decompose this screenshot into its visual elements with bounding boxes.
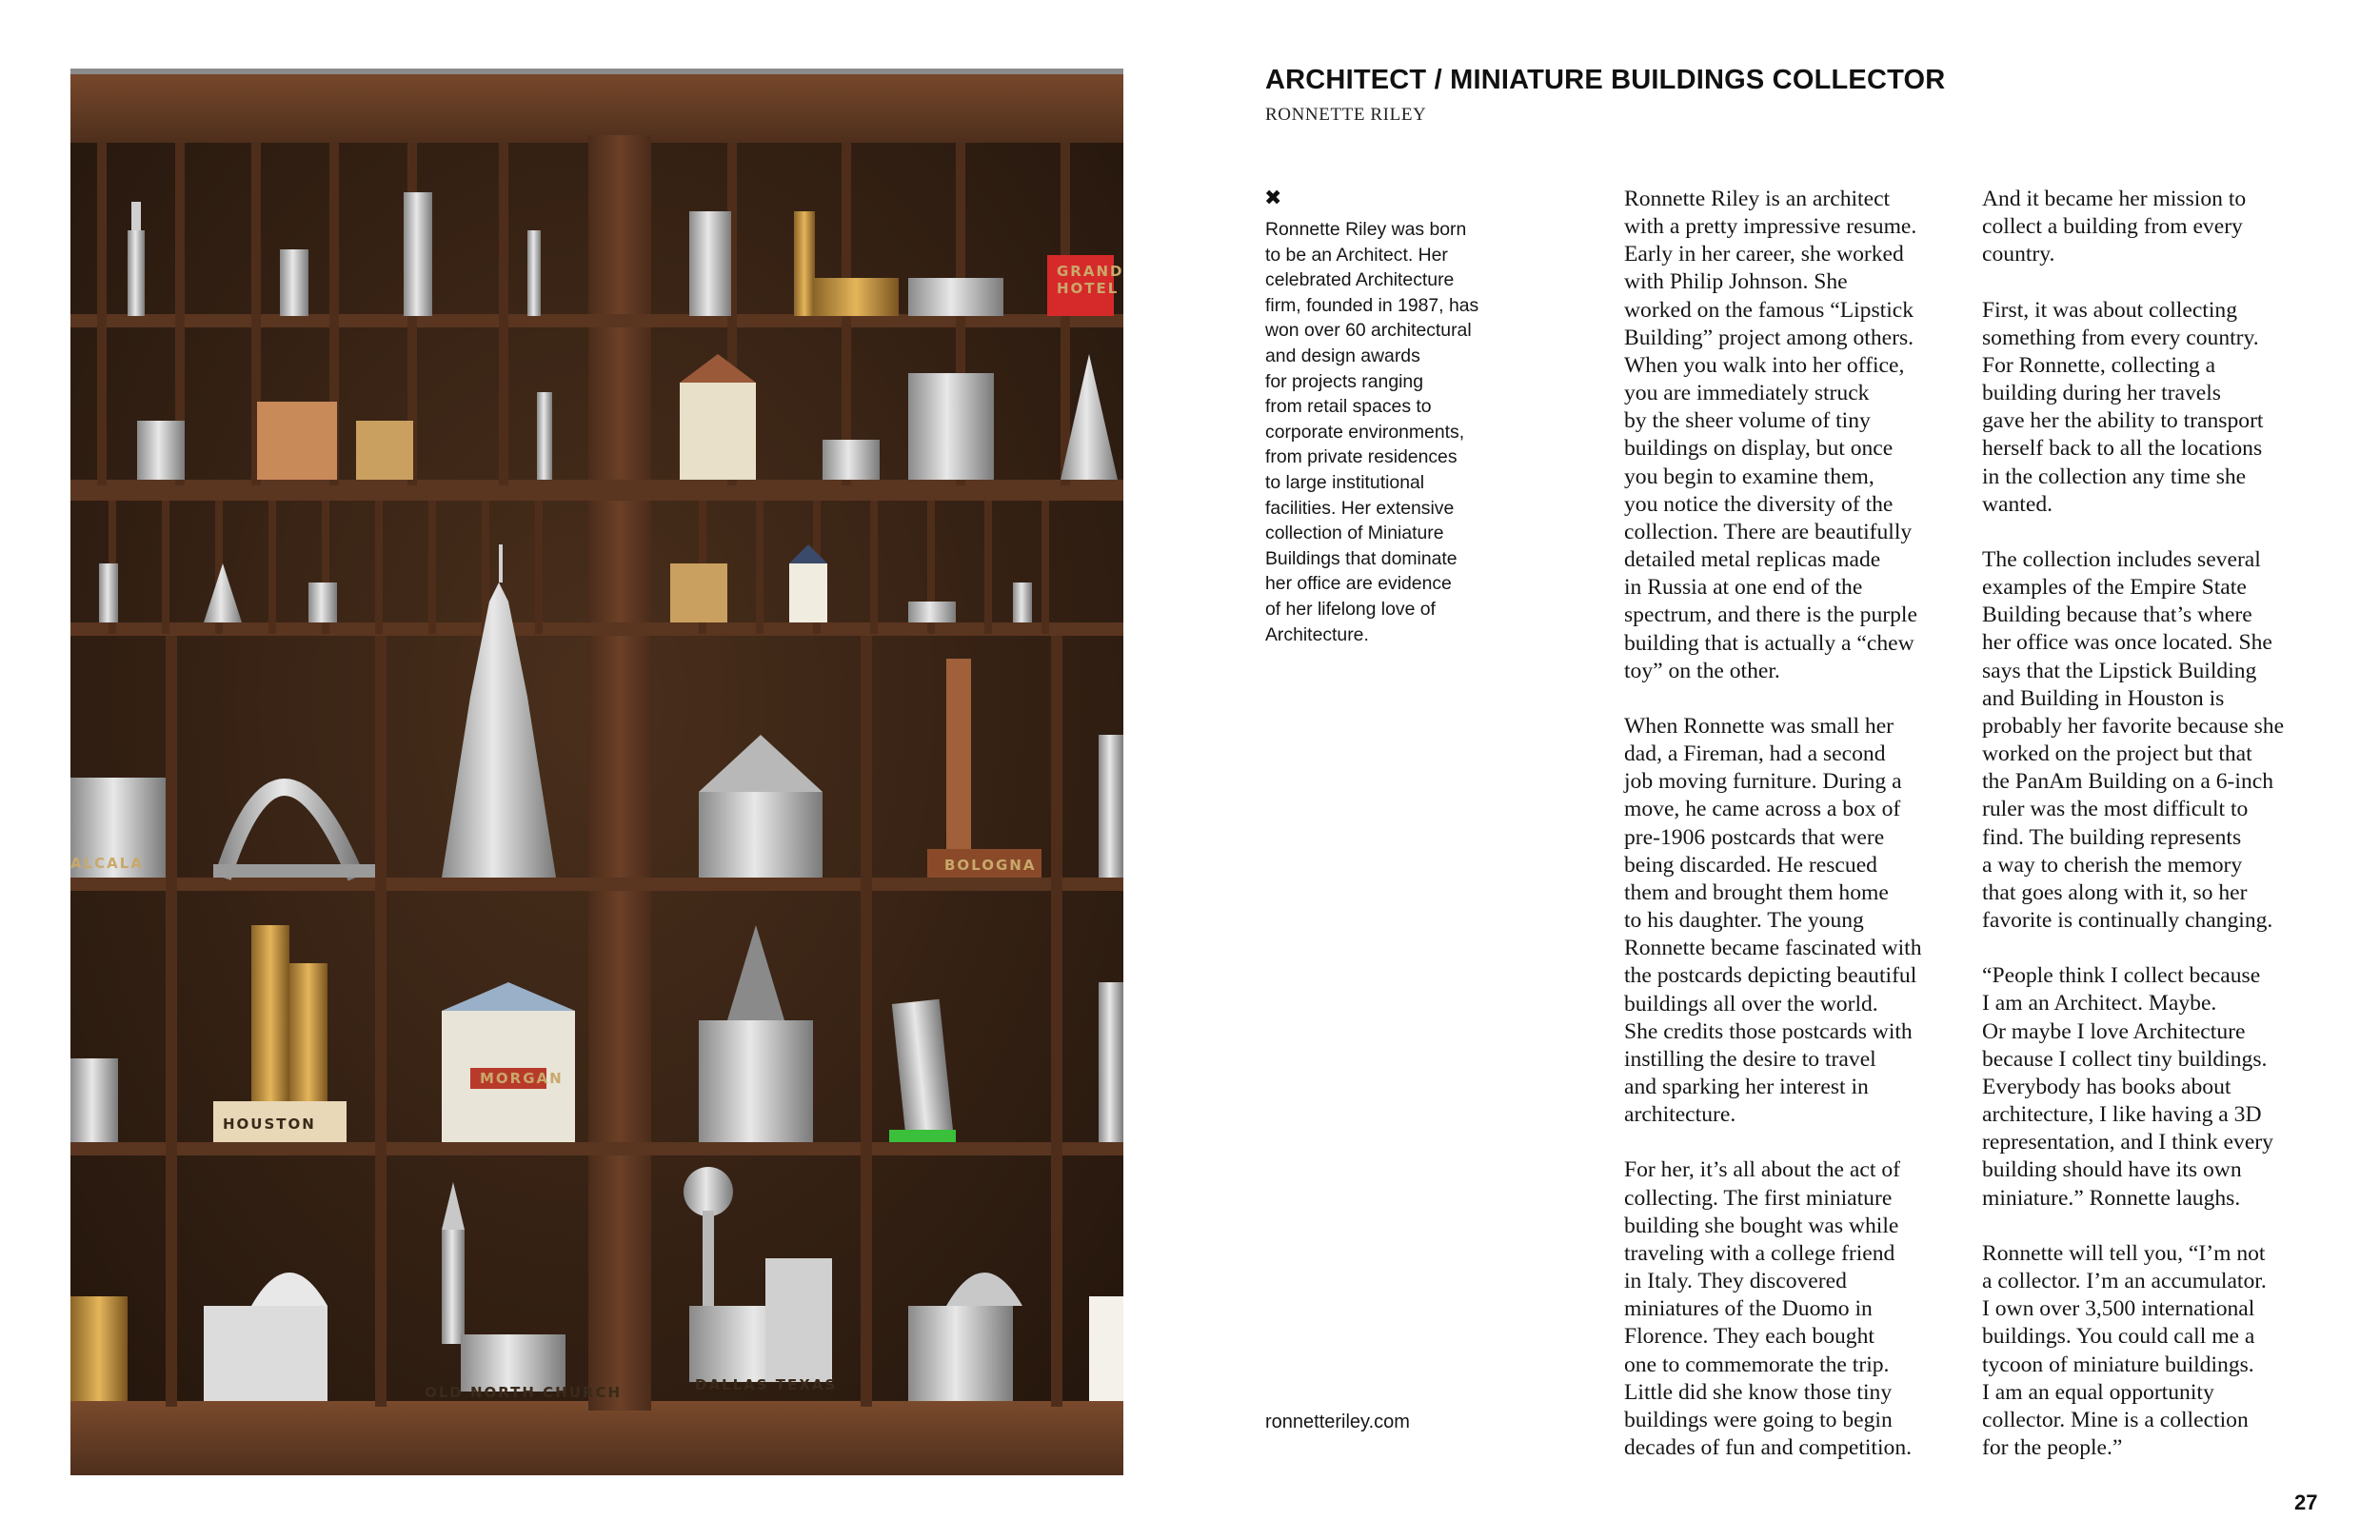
body-line: says that the Lipstick Building xyxy=(1982,658,2257,683)
body-line: representation, and I think every xyxy=(1982,1130,2273,1155)
body-line: that goes along with it, so her xyxy=(1982,879,2248,905)
collection-photo xyxy=(70,69,1123,1475)
body-line: move, he came across a box of xyxy=(1624,797,1901,822)
body-line: Early in her career, she worked xyxy=(1624,242,1904,267)
body-line: her office was once located. She xyxy=(1982,630,2272,656)
body-line: tycoon of miniature buildings. xyxy=(1982,1352,2254,1377)
body-line: miniatures of the Duomo in xyxy=(1624,1296,1873,1322)
body-line: spectrum, and there is the purple xyxy=(1624,602,1917,628)
sidebar-line: facilities. Her extensive xyxy=(1265,497,1455,519)
body-line: buildings all over the world. xyxy=(1624,991,1878,1017)
body-line: collect a building from every xyxy=(1982,214,2243,240)
body-line: buildings were going to begin xyxy=(1624,1407,1893,1432)
sidebar-line: corporate environments, xyxy=(1265,421,1465,443)
body-line: detailed metal replicas made xyxy=(1624,547,1881,573)
body-line: I own over 3,500 international xyxy=(1982,1296,2255,1322)
body-line: examples of the Empire State xyxy=(1982,575,2247,601)
body-line: collection. There are beautifully xyxy=(1624,519,1913,544)
body-line: for the people.” xyxy=(1982,1434,2123,1460)
body-line: worked on the project but that xyxy=(1982,741,2252,767)
body-line: being discarded. He rescued xyxy=(1624,852,1877,878)
body-line: When you walk into her office, xyxy=(1624,352,1905,378)
body-line: architecture, I like having a 3D xyxy=(1982,1102,2262,1128)
body-line: building she bought was while xyxy=(1624,1213,1899,1238)
body-line: Or maybe I love Architecture xyxy=(1982,1018,2246,1044)
body-line: First, it was about collecting xyxy=(1982,297,2238,323)
body-line: in Italy. They discovered xyxy=(1624,1269,1847,1294)
sidebar-line: and design awards xyxy=(1265,345,1420,366)
body-line: decades of fun and competition. xyxy=(1624,1435,1913,1460)
body-line: architecture. xyxy=(1624,1102,1736,1128)
body-line: She credits those postcards with xyxy=(1624,1018,1913,1044)
body-line: with Philip Johnson. She xyxy=(1624,269,1848,295)
article-byline: RONNETTE RILEY xyxy=(1265,105,1427,125)
sidebar-line: her office are evidence xyxy=(1265,573,1452,595)
frame-bottom xyxy=(70,1401,1123,1475)
body-line: Building” project among others. xyxy=(1624,325,1914,350)
page-number: 27 xyxy=(2294,1491,2318,1514)
paragraph-break xyxy=(1982,1213,2344,1240)
website-link[interactable]: ronnetteriley.com xyxy=(1265,1412,1410,1432)
body-line: Florence. They each bought xyxy=(1624,1324,1874,1350)
body-line: collector. Mine is a collection xyxy=(1982,1407,2249,1432)
frame-top xyxy=(70,69,1123,143)
body-line: Ronnette became fascinated with xyxy=(1624,936,1922,961)
article-title: ARCHITECT / MINIATURE BUILDINGS COLLECTOR xyxy=(1265,65,1946,95)
body-line: probably her favorite because she xyxy=(1982,713,2285,739)
paragraph-break xyxy=(1624,685,1986,713)
body-line: the PanAm Building on a 6-inch xyxy=(1982,769,2274,795)
old-north-church-label: OLD NORTH CHURCH xyxy=(425,1384,623,1401)
body-line: a collector. I’m an accumulator. xyxy=(1982,1269,2267,1294)
body-line: them and brought them home xyxy=(1624,879,1889,905)
body-line: one to commemorate the trip. xyxy=(1624,1352,1890,1377)
body-line: buildings. You could call me a xyxy=(1982,1324,2255,1350)
sidebar-line: firm, founded in 1987, has xyxy=(1265,294,1479,316)
body-line: wanted. xyxy=(1982,491,2053,517)
body-line: Building because that’s where xyxy=(1982,602,2252,628)
sidebar-line: celebrated Architecture xyxy=(1265,269,1455,291)
body-line: And it became her mission to xyxy=(1982,187,2247,211)
body-line: job moving furniture. During a xyxy=(1624,769,1902,795)
alcala-label: ALCALA xyxy=(70,855,144,872)
sidebar-line: won over 60 architectural xyxy=(1265,320,1472,342)
sidebar-line: of her lifelong love of xyxy=(1265,598,1436,620)
body-line: to his daughter. The young xyxy=(1624,908,1864,934)
body-line: toy” on the other. xyxy=(1624,658,1780,683)
body-line: in the collection any time she xyxy=(1982,464,2247,489)
body-line: building should have its own xyxy=(1982,1157,2242,1183)
article-column-2 xyxy=(1982,186,2344,1462)
body-line: When Ronnette was small her xyxy=(1624,713,1894,739)
sidebar-line: to large institutional xyxy=(1265,471,1425,493)
body-line: Ronnette will tell you, “I’m not xyxy=(1982,1240,2266,1266)
body-line: with a pretty impressive resume. xyxy=(1624,214,1917,240)
sidebar-line: Architecture. xyxy=(1265,623,1369,645)
body-line: Little did she know those tiny xyxy=(1624,1379,1893,1405)
body-line: instilling the desire to travel xyxy=(1624,1046,1876,1072)
body-line: favorite is continually changing. xyxy=(1982,908,2273,934)
body-line: country. xyxy=(1982,242,2055,267)
sidebar-line: for projects ranging xyxy=(1265,370,1423,392)
body-line: Ronnette Riley is an architect xyxy=(1624,187,1891,211)
sidebar-line: from private residences xyxy=(1265,446,1458,468)
sidebar-intro xyxy=(1265,217,1503,647)
paragraph-break xyxy=(1982,935,2344,962)
grand-hotel-label-1: GRAND xyxy=(1057,263,1123,280)
body-line: miniature.” Ronnette laughs. xyxy=(1982,1185,2241,1211)
body-line: “People think I collect because xyxy=(1982,963,2261,989)
body-line: something from every country. xyxy=(1982,325,2259,350)
paragraph-break xyxy=(1624,1129,1986,1156)
dallas-texas-label: DALLAS TEXAS xyxy=(695,1376,838,1393)
body-line: I am an Architect. Maybe. xyxy=(1982,991,2217,1017)
body-line: a way to cherish the memory xyxy=(1982,852,2243,878)
body-line: and Building in Houston is xyxy=(1982,685,2225,711)
body-line: herself back to all the locations xyxy=(1982,436,2263,462)
body-line: find. The building represents xyxy=(1982,824,2242,850)
body-line: you begin to examine them, xyxy=(1624,464,1874,489)
sidebar-line: Ronnette Riley was born xyxy=(1265,219,1467,240)
article-column-1 xyxy=(1624,186,1986,1462)
body-line: building that is actually a “chew xyxy=(1624,630,1914,656)
cross-marker-icon: ✖ xyxy=(1264,187,1282,210)
body-line: in Russia at one end of the xyxy=(1624,575,1863,601)
body-line: you notice the diversity of the xyxy=(1624,491,1894,517)
body-line: gave her the ability to transport xyxy=(1982,408,2264,434)
sidebar-line: from retail spaces to xyxy=(1265,396,1432,418)
body-line: collecting. The first miniature xyxy=(1624,1185,1893,1211)
body-line: because I collect tiny buildings. xyxy=(1982,1046,2268,1072)
body-line: worked on the famous “Lipstick xyxy=(1624,297,1914,323)
body-line: you are immediately struck xyxy=(1624,381,1870,406)
body-line: and sparking her interest in xyxy=(1624,1074,1869,1099)
sidebar-line: collection of Miniature xyxy=(1265,523,1444,544)
body-line: For Ronnette, collecting a xyxy=(1982,352,2216,378)
body-line: traveling with a college friend xyxy=(1624,1240,1895,1266)
body-line: building during her travels xyxy=(1982,381,2221,406)
body-line: For her, it’s all about the act of xyxy=(1624,1157,1900,1183)
bologna-label: BOLOGNA xyxy=(944,857,1037,874)
paragraph-break xyxy=(1982,268,2344,296)
houston-label: HOUSTON xyxy=(223,1116,316,1133)
morgan-label: MORGAN xyxy=(480,1070,564,1087)
body-line: Everybody has books about xyxy=(1982,1074,2231,1099)
body-line: I am an equal opportunity xyxy=(1982,1379,2214,1405)
sidebar-line: Buildings that dominate xyxy=(1265,547,1458,569)
body-line: ruler was the most difficult to xyxy=(1982,797,2249,822)
shelf-illustration xyxy=(70,69,1123,1475)
body-line: dad, a Fireman, had a second xyxy=(1624,741,1886,767)
body-line: by the sheer volume of tiny xyxy=(1624,408,1871,434)
body-line: the postcards depicting beautiful xyxy=(1624,963,1917,989)
body-line: pre-1906 postcards that were xyxy=(1624,824,1885,850)
body-line: The collection includes several xyxy=(1982,547,2261,572)
paragraph-break xyxy=(1982,519,2344,546)
body-line: buildings on display, but once xyxy=(1624,436,1894,462)
grand-hotel-label-2: HOTEL xyxy=(1057,280,1120,297)
sidebar-line: to be an Architect. Her xyxy=(1265,244,1448,266)
